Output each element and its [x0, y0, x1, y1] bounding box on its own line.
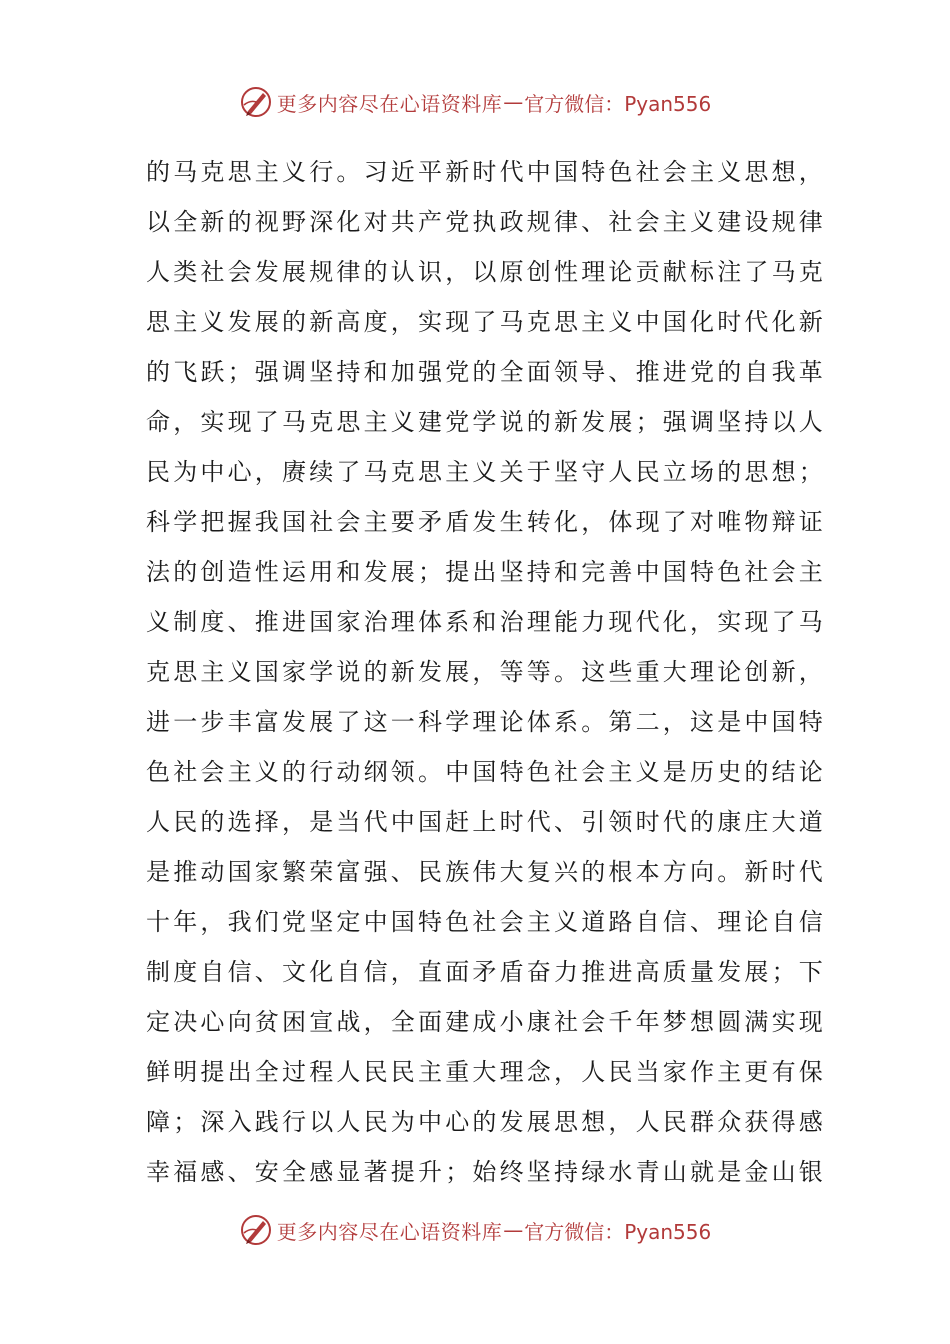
- header-separator: —: [503, 90, 524, 114]
- text-line: 制度自信、文化自信，直面矛盾奋力推进高质量发展；下: [146, 958, 826, 986]
- text-line: 十年，我们党坚定中国特色社会主义道路自信、理论自信: [146, 908, 826, 936]
- footer-contact-text: 官方微信：Pyan556: [524, 1219, 712, 1244]
- text-line: 定决心向贫困宣战，全面建成小康社会千年梦想圆满实现: [146, 1008, 826, 1036]
- text-line: 克思主义国家学说的新发展，等等。这些重大理论创新，: [146, 658, 826, 686]
- text-line: 命，实现了马克思主义建党学说的新发展；强调坚持以人: [146, 408, 826, 436]
- footer-brand-text: 更多内容尽在心语资料库: [276, 1219, 503, 1244]
- text-line: 思主义发展的新高度，实现了马克思主义中国化时代化新: [146, 308, 826, 336]
- text-line: 义制度、推进国家治理体系和治理能力现代化，实现了马: [146, 608, 826, 636]
- pen-logo-icon: [239, 1213, 273, 1247]
- text-line: 进一步丰富发展了这一科学理论体系。第二，这是中国特: [146, 708, 826, 736]
- text-line: 幸福感、安全感显著提升；始终坚持绿水青山就是金山银: [146, 1158, 826, 1186]
- text-line: 鲜明提出全过程人民民主重大理念，人民当家作主更有保: [146, 1058, 826, 1086]
- pen-logo-icon: [239, 85, 273, 119]
- header-banner: [0, 82, 950, 122]
- header-brand-text: 更多内容尽在心语资料库: [276, 91, 503, 116]
- footer-separator: —: [503, 1218, 524, 1242]
- text-line: 以全新的视野深化对共产党执政规律、社会主义建设规律: [146, 208, 826, 236]
- document-body: [146, 147, 826, 1197]
- text-line: 法的创造性运用和发展；提出坚持和完善中国特色社会主: [146, 558, 826, 586]
- text-line: 的马克思主义行。习近平新时代中国特色社会主义思想，: [146, 158, 826, 186]
- text-line: 是推动国家繁荣富强、民族伟大复兴的根本方向。新时代: [146, 858, 826, 886]
- text-line: 人民的选择，是当代中国赶上时代、引领时代的康庄大道: [146, 808, 826, 836]
- text-line: 人类社会发展规律的认识，以原创性理论贡献标注了马克: [146, 258, 826, 286]
- footer-banner: [0, 1210, 950, 1250]
- header-contact-text: 官方微信：Pyan556: [524, 91, 712, 116]
- text-line: 民为中心，赓续了马克思主义关于坚守人民立场的思想；: [146, 458, 826, 486]
- text-line: 障；深入践行以人民为中心的发展思想，人民群众获得感: [146, 1108, 826, 1136]
- text-line: 的飞跃；强调坚持和加强党的全面领导、推进党的自我革: [146, 358, 826, 386]
- text-line: 色社会主义的行动纲领。中国特色社会主义是历史的结论: [146, 758, 826, 786]
- text-line: 科学把握我国社会主要矛盾发生转化，体现了对唯物辩证: [146, 508, 826, 536]
